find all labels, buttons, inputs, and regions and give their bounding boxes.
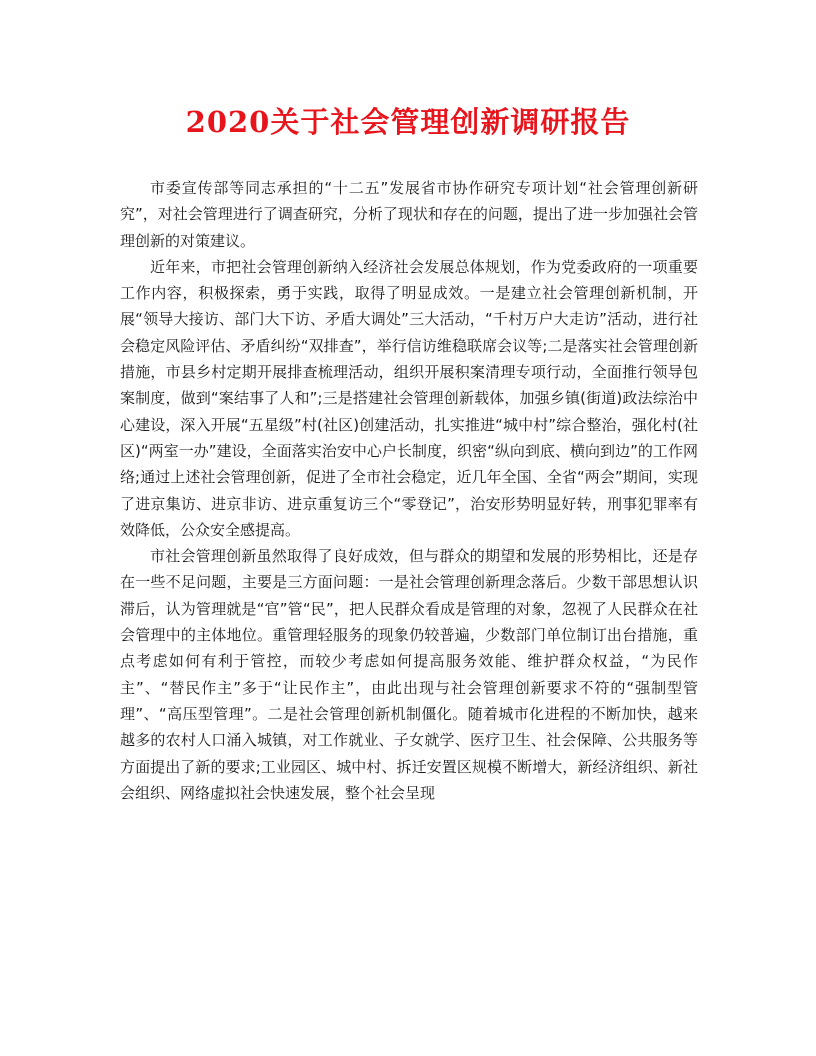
paragraph-intro: 市委宣传部等同志承担的“十二五”发展省市协作研究专项计划“社会管理创新研究”，对社会管理进行了调查研究，分析了现状和存在的问题，提出了进一步加强社会管理创新的对策建议。: [120, 179, 698, 250]
paragraph-achievements: 近年来，市把社会管理创新纳入经济社会发展总体规划，作为党委政府的一项重要工作内容，积极探索，勇于实践，取得了明显成效。一是建立社会管理创新机制，开展“领导大接访、部门大下访、矛盾大调处”三大活动，“千村万户大走访”活动，进行社会稳定风险评估、矛盾纠纷“双排查”，举行信访维稳联席会议等;二是落实社会管理创新措施，市县乡村定期开展排查梳理活动，组织开展积案清理专项行动，全面推行领导包案制度，做到“案结事了人和”;三是搭建社会管理创新载体，加强乡镇(街道)政法综治中心建设，深入开展“五星级”村(社区)创建活动，扎实推进“城中村”综合整治，强化村(社区)“两室一办”建设，全面落实治安中心户长制度，织密“纵向到底、横向到边”的工作网络;通过上述社会管理创新，促进了全市社会稳定，近几年全国、全省“两会”期间，实现了进京集访、进京非访、进京重复访三个“零登记”，治安形势明显好转，刑事犯罪率有效降低，公众安全感提高。: [120, 257, 698, 539]
document-title: 2020关于社会管理创新调研报告: [185, 105, 631, 139]
paragraph-problems: 市社会管理创新虽然取得了良好成效，但与群众的期望和发展的形势相比，还是存在一些不足问题，主要是三方面问题：一是社会管理创新理念落后。少数干部思想认识滞后，认为管理就是“官”管“民”，把人民群众看成是管理的对象，忽视了人民群众在社会管理中的主体地位。重管理轻服务的现象仍较普遍，少数部门单位制订出台措施，重点考虑如何有利于管控，而较少考虑如何提高服务效能、维护群众权益，“为民作主”、“替民作主”多于“让民作主”，由此出现与社会管理创新要求不符的“强制型管理”、“高压型管理”。二是社会管理创新机制僵化。随着城市化进程的不断加快，越来越多的农村人口涌入城镇，对工作就业、子女就学、医疗卫生、社会保障、公共服务等方面提出了新的要求;工业园区、城中村、拆迁安置区规模不断增大，新经济组织、新社会组织、网络虚拟社会快速发展，整个社会呈现: [120, 547, 698, 802]
document-body: [120, 175, 698, 806]
